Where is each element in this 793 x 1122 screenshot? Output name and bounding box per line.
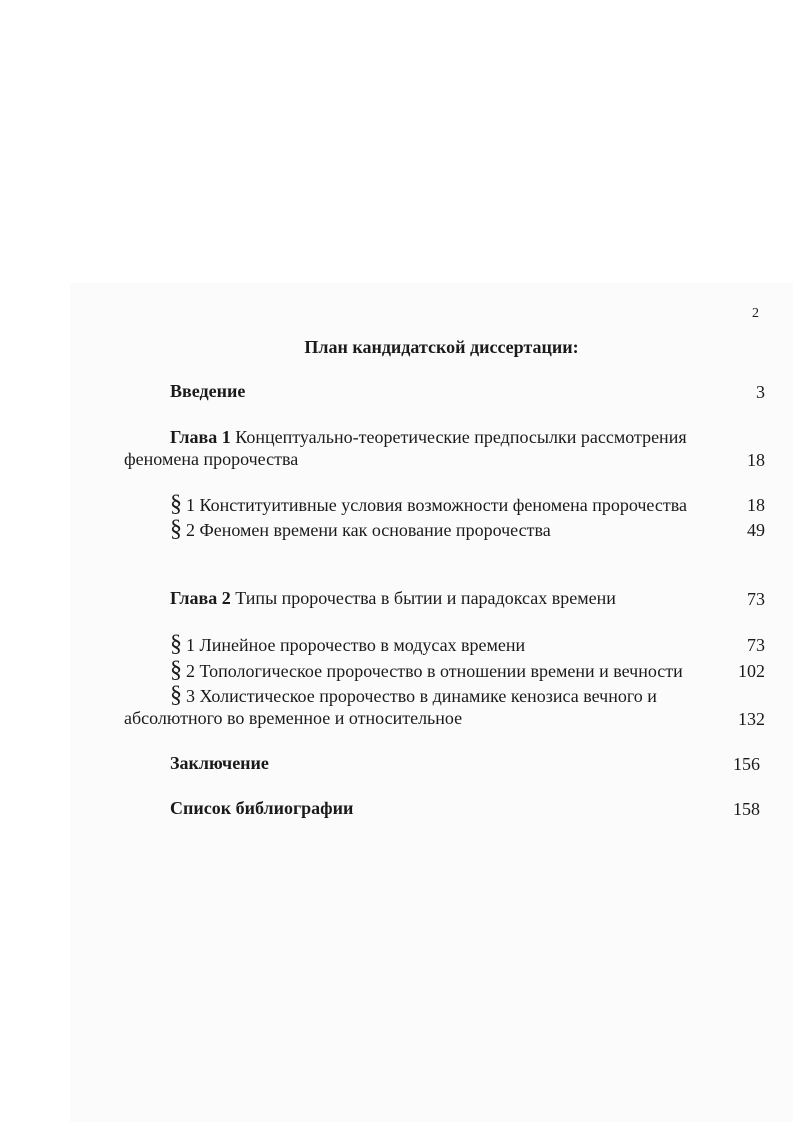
toc-ch1-section1: [170, 493, 687, 516]
toc-ch1-s1-page: 18: [747, 495, 765, 515]
toc-ch1-s1-number: 1: [186, 495, 195, 515]
toc-intro-label: Введение: [170, 381, 246, 401]
toc-ch2-s3-title-line2: абсолютного во временное и относительное: [124, 708, 463, 728]
toc-bibliography-label: Список библиографии: [170, 798, 354, 818]
toc-chapter2-heading: [170, 587, 616, 609]
toc-chapter1-title-line1: Концептуально-теоретические предпосылки рассмотрения: [235, 427, 687, 447]
toc-ch2-s1-number: 1: [186, 635, 195, 655]
toc-intro-page: 3: [756, 382, 765, 402]
toc-chapter1-page: 18: [747, 450, 765, 470]
toc-ch2-section2: [170, 659, 683, 682]
toc-ch2-s1-title: Линейное пророчество в модусах времени: [199, 635, 526, 655]
toc-ch2-s1-mark: §: [170, 631, 182, 657]
toc-ch1-s2-mark: §: [170, 516, 182, 542]
toc-ch2-s1-page: 73: [747, 635, 765, 655]
toc-ch1-s2-page: 49: [747, 520, 765, 540]
toc-chapter2-prefix: Глава 2: [170, 588, 231, 608]
toc-ch1-s2-title: Феномен времени как основание пророчества: [199, 520, 551, 540]
toc-ch2-s2-page: 102: [738, 661, 765, 681]
toc-ch2-s3-page: 132: [738, 709, 765, 729]
toc-bibliography-page: 158: [733, 799, 760, 819]
toc-conclusion-page: 156: [733, 754, 760, 774]
toc-ch2-s3-number: 3: [186, 686, 195, 706]
toc-chapter1-heading: [170, 426, 687, 448]
toc-ch2-section3: [170, 684, 657, 707]
toc-ch2-s2-title: Топологическое пророчество в отношении времени и вечности: [199, 661, 683, 681]
toc-conclusion-label: Заключение: [170, 753, 269, 773]
toc-ch1-section2: [170, 518, 551, 541]
toc-ch2-s2-mark: §: [170, 657, 182, 683]
toc-chapter1-prefix: Глава 1: [170, 427, 231, 447]
toc-ch1-s2-number: 2: [186, 520, 195, 540]
toc-chapter1-title-line2: феномена пророчества: [124, 449, 299, 469]
toc-ch2-s3-mark: §: [170, 682, 182, 708]
toc-ch1-s1-title: Конституитивные условия возможности феномена пророчества: [199, 495, 687, 515]
toc-ch2-s3-title-line1: Холистическое пророчество в динамике кенозиса вечного и: [199, 686, 657, 706]
toc-chapter2-title: Типы пророчества в бытии и парадоксах времени: [235, 588, 616, 608]
toc-chapter2-page: 73: [747, 589, 765, 609]
toc-ch2-s2-number: 2: [186, 661, 195, 681]
page-number: 2: [752, 306, 759, 321]
document-title: План кандидатской диссертации:: [304, 337, 579, 357]
toc-ch2-section1: [170, 633, 525, 656]
toc-ch1-s1-mark: §: [170, 491, 182, 517]
